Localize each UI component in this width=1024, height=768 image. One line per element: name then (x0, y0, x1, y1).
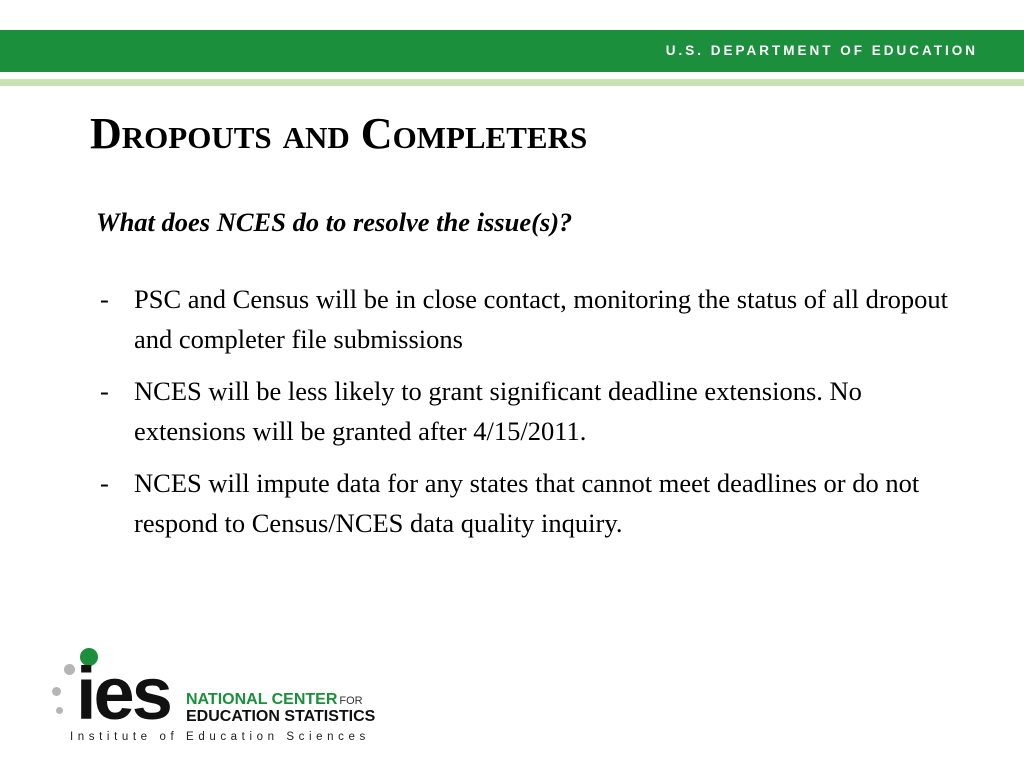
logo-dot-gray (64, 664, 75, 675)
logo-for-text: FOR (339, 695, 363, 707)
bullet-marker: - (100, 284, 109, 314)
slide-title: Dropouts and Completers (90, 109, 588, 158)
bullet-item (96, 371, 956, 451)
bullet-item (96, 463, 956, 543)
header-stripe (0, 79, 1024, 86)
department-label: U.S. DEPARTMENT OF EDUCATION (665, 43, 978, 58)
bullet-text: NCES will be less likely to grant significant deadline extensions. No extensions will be granted after 4/15/2011. (134, 376, 862, 446)
bullet-marker: - (100, 468, 109, 498)
logo-ies-mark: ies (76, 652, 170, 735)
bullet-item (96, 279, 956, 359)
bullet-marker: - (100, 376, 109, 406)
bullet-text: NCES will impute data for any states that cannot meet deadlines or do not respond to Census/NCES data quality inquiry. (134, 468, 920, 538)
top-margin (0, 0, 1024, 30)
logo-nces-line1-text: NATIONAL CENTER (186, 691, 338, 708)
header-gap (0, 72, 1024, 79)
logo-nces-line1 (186, 691, 363, 709)
logo-dot-gray (56, 707, 63, 714)
logo-nces-line2: EDUCATION STATISTICS (186, 708, 376, 725)
bullet-text: PSC and Census will be in close contact, monitoring the status of all dropout and completer file submissions (134, 284, 949, 354)
ies-logo (48, 645, 408, 755)
bullet-list (96, 279, 956, 555)
slide-question: What does NCES do to resolve the issue(s)? (96, 207, 573, 237)
logo-tagline: Institute of Education Sciences (70, 731, 370, 743)
logo-dot-gray (52, 687, 61, 696)
